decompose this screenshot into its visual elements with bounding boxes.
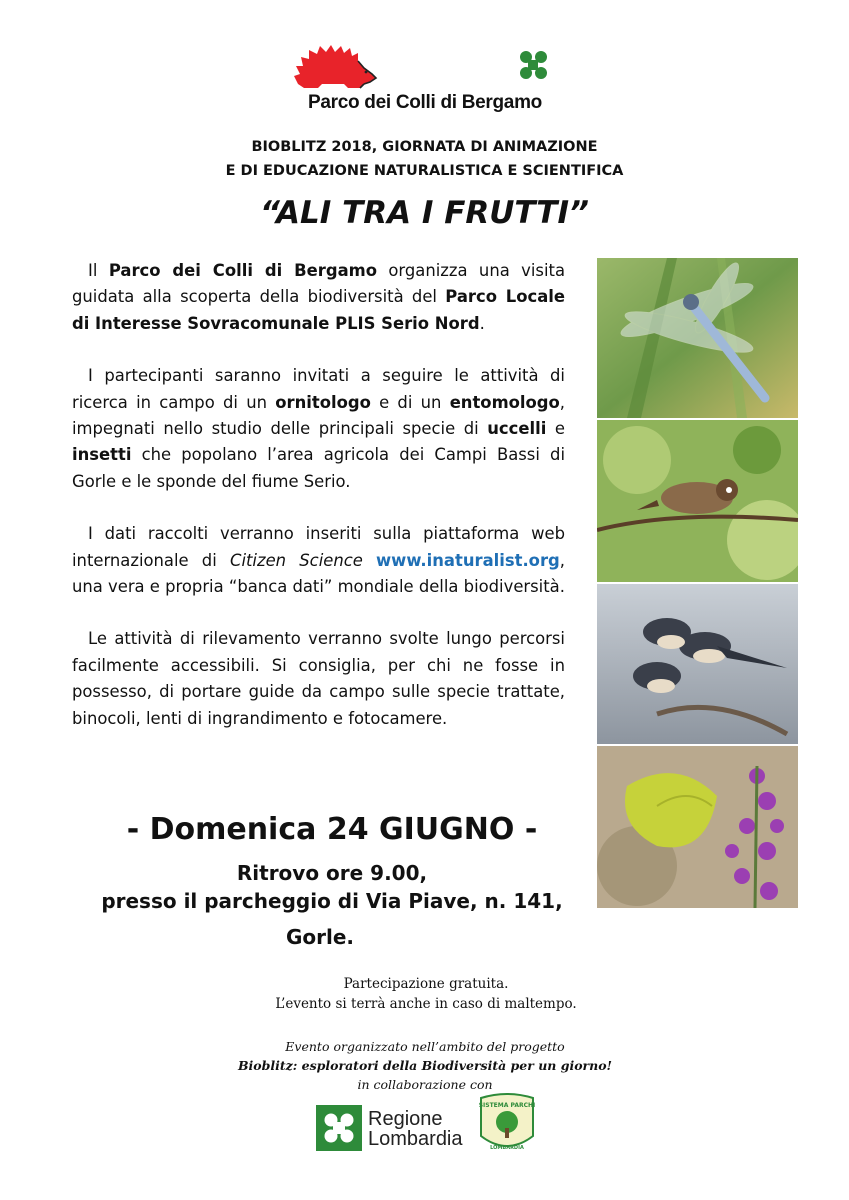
bold-insetti: insetti: [72, 445, 132, 465]
project-name: Bioblitz: esploratori della Biodiversità per un giorno!: [237, 1058, 613, 1073]
subtitle-line-1: BIOBLITZ 2018, GIORNATA DI ANIMAZIONE: [251, 139, 598, 155]
sistema-parchi-top: SISTEMA PARCHI: [478, 1102, 536, 1109]
bold-uccelli: uccelli: [487, 419, 547, 439]
swallows-photo: [597, 584, 798, 744]
collaboration-line: in collaborazione con: [357, 1077, 493, 1092]
photo-column: [597, 258, 798, 908]
event-subtitle: [120, 135, 729, 183]
paragraph-intro: [72, 258, 565, 337]
text: [363, 551, 376, 570]
meeting-town: Gorle.: [285, 925, 355, 949]
organizer-line-1: Evento organizzato nell’ambito del progetto: [285, 1039, 565, 1054]
subtitle-line-2: E DI EDUCAZIONE NATURALISTICA E SCIENTIFICA: [225, 163, 624, 179]
park-name: Parco dei Colli di Bergamo: [108, 261, 377, 280]
citizen-science: Citizen Science: [230, 550, 363, 570]
regione-cross-icon: [516, 48, 550, 82]
body-text: [72, 258, 565, 758]
sistema-parchi-bottom: LOMBARDIA: [490, 1145, 524, 1151]
text: I dati raccolti verranno inseriti sulla piattaforma web internazionale di: [72, 524, 565, 570]
bold-entomologo: entomologo: [449, 392, 560, 412]
bold-ornitologo: ornitologo: [275, 392, 371, 412]
dragonfly-photo: [597, 258, 798, 418]
text: che popolano l’area agricola dei Campi Bassi di Gorle e le sponde del fiume Serio.: [72, 445, 565, 491]
text: organizza una visita guidata alla scoperta della biodiversità del: [72, 261, 565, 307]
event-title: “ALI TRA I FRUTTI”: [260, 195, 589, 231]
inaturalist-link[interactable]: www.inaturalist.org: [376, 550, 560, 570]
text: Il: [88, 261, 109, 280]
regione-word: Regione: [368, 1108, 443, 1130]
text: , impegnati nello studio delle principali specie di: [72, 392, 565, 439]
plis-name: Parco Locale di Interesse Sovracomunale PLIS Serio Nord: [72, 287, 565, 333]
event-date: - Domenica 24 GIUGNO -: [126, 812, 538, 847]
regione-lombardia-text: [368, 1109, 488, 1149]
meeting-place: presso il parcheggio di Via Piave, n. 141,: [101, 889, 563, 913]
logo-name: Parco dei Colli di Bergamo: [308, 92, 542, 113]
paragraph-activities: Le attività di rilevamento verranno svolte lungo percorsi facilmente accessibili. Si consiglia, per chi ne fosse in possesso, di portare guide da campo sulle specie trattate, binocoli, lenti di ingrandimento e fotocamere.: [72, 629, 565, 728]
meeting-time: Ritrovo ore 9.00,: [236, 861, 428, 885]
weather-note: L’evento si terrà anche in caso di maltempo.: [275, 996, 577, 1012]
sparrow-photo: [597, 420, 798, 582]
text: I partecipanti saranno invitati a seguire le attività di ricerca in campo di un: [72, 366, 565, 412]
lombardia-word: Lombardia: [368, 1128, 463, 1150]
free-participation: Partecipazione gratuita.: [343, 976, 509, 992]
hedgehog-logo-icon: [292, 44, 382, 92]
text: e: [546, 419, 565, 439]
butterfly-photo: [597, 746, 798, 908]
paragraph-data: [72, 521, 565, 600]
text: .: [479, 313, 485, 333]
regione-lombardia-logo-icon: [316, 1105, 362, 1151]
text: , una vera e propria “banca dati” mondiale della biodiversità.: [72, 550, 565, 597]
sistema-parchi-logo-icon: [477, 1092, 537, 1154]
text: e di un: [370, 392, 450, 412]
paragraph-participants: [72, 363, 565, 495]
